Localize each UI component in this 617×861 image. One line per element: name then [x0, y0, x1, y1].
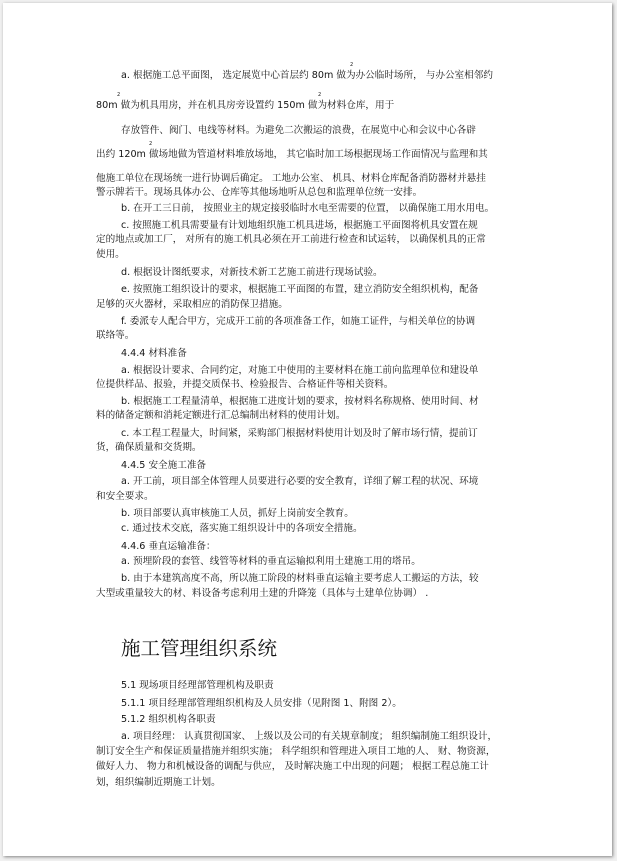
text-line: 出约 120m 做场地做为管道材料堆放场地， 其它临时加工场根据现场工作面情况与监理和其 [96, 149, 488, 160]
text-line: a. 开工前，项目部全体管理人员要进行必要的安全教育，详细了解工程的状况、环境 [121, 476, 479, 487]
text-line: a. 预埋阶段的套管、线管等材料的垂直运输拟利用土建施工用的塔吊。 [121, 556, 421, 567]
text-line: 4.4.6 垂直运输准备： [121, 541, 216, 552]
text-line: d. 根据设计图纸要求，对新技术新工艺施工前进行现场试验。 [121, 267, 383, 278]
text-line: 位提供样品、报验，并提交质保书、检验报告、合格证件等相关资料。 [96, 379, 394, 390]
text-line: 货，确保质量和交货期。 [96, 442, 202, 453]
superscript-2: 2 [350, 62, 354, 68]
text-line: 4.4.4 材料准备 [121, 348, 187, 359]
text-line: a. 项目经理： 认真贯彻国家、 上级以及公司的有关规章制度； 组织编制施工组织设计， [121, 731, 498, 742]
text-line: 存放管件、阀门、电线等材料。为避免二次搬运的浪费，在展览中心和会议中心各辟 [121, 125, 476, 136]
superscript-2: 2 [318, 92, 322, 98]
text-line: b. 根据施工工程量清单，根据施工进度计划的要求，按材料名称规格、使用时间、材 [121, 396, 479, 407]
text-line: 定的地点或加工厂， 对所有的施工机具必须在开工前进行检查和试运转， 以确保机具的正常 [96, 234, 486, 245]
text-line: c. 本工程工程量大，时间紧，采购部门根据材料使用计划及时了解市场行情，提前订 [121, 428, 478, 439]
text-line: e. 按照施工组织设计的要求，根据施工平面图的布置，建立消防安全组织机构，配备 [121, 284, 479, 295]
text-line: c. 通过技术交底，落实施工组织设计中的各项安全措施。 [121, 523, 363, 534]
text-line: b. 项目部要认真审核施工人员，抓好上岗前安全教育。 [121, 508, 354, 519]
text-line: f. 委派专人配合甲方，完成开工前的各项准备工作，如施工证件，与相关单位的协调 [121, 316, 476, 327]
text-line: 5.1.2 组织机构各职责 [121, 714, 216, 725]
text-line: 4.4.5 安全施工准备 [121, 460, 207, 471]
superscript-2: 2 [149, 141, 153, 147]
text-line: c. 按照施工机具需要量有计划地组织施工机具进场，根据施工平面图将机具安置在规 [121, 220, 478, 231]
text-line: a. 根据施工总平面图， 选定展览中心首层约 80m 做为办公临时场所， 与办公室相邻约 [121, 70, 493, 81]
text-line: 警示牌若干。现场具体办公、仓库等其他场地听从总包和监理单位统一安排。 [96, 187, 423, 198]
section-heading: 施工管理组织系统 [121, 637, 278, 660]
text-line: 80m 做为机具用房，并在机具房旁设置约 150m 做为材料仓库，用于 [96, 100, 395, 111]
text-line: 5.1.1 项目经理部管理组织机构及人员安排（见附图 1、附图 2）。 [121, 698, 402, 709]
text-line: 足够的灭火器材，采取相应的消防保卫措施。 [96, 299, 288, 310]
text-line: 大型或重量较大的材、料设备考虑利用土建的升降笼（具体与土建单位协调） . [96, 588, 429, 599]
text-line: 制订安全生产和保证质量措施并组织实施； 科学组织和管理进入项目工地的人、 财、物资源， [96, 746, 496, 757]
text-line: 使用。 [96, 249, 125, 260]
text-line: 和安全要求。 [96, 491, 154, 502]
text-line: 他施工单位在现场统一进行协调后确定。 工地办公室、 机具、材料仓库配备消防器材并悬挂 [96, 173, 486, 184]
text-line: b. 在开工三日前， 按照业主的规定接驳临时水电至需要的位置， 以确保施工用水用电。 [121, 203, 495, 214]
text-line: 料的储备定额和消耗定额进行汇总编制出材料的使用计划。 [96, 410, 346, 421]
document-page [3, 3, 612, 856]
text-line: 做好人力、 物力和机械设备的调配与供应， 及时解决施工中出现的问题； 根据工程总施工计 [96, 761, 489, 772]
text-line: b. 由于本建筑高度不高，所以施工阶段的材料垂直运输主要考虑人工搬运的方法，较 [121, 573, 479, 584]
text-line: a. 根据设计要求、合同约定，对施工中使用的主要材料在施工前向监理单位和建设单 [121, 365, 479, 376]
superscript-2: 2 [117, 92, 121, 98]
text-line: 5.1 现场项目经理部管理机构及职责 [121, 680, 274, 691]
text-line: 联络等。 [96, 330, 135, 341]
text-line: 划，组织编制近期施工计划。 [96, 777, 221, 788]
